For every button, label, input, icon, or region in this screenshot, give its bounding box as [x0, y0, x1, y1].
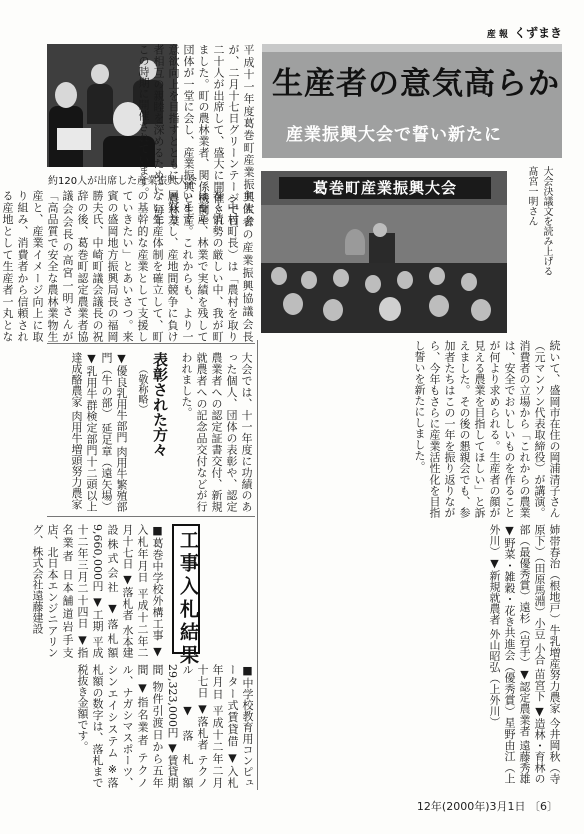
- awards-col-1: 大会では、十一年度に功績のあった個人、団体の表彰や、認定農業者への認定証書交付、新規就農者への記念品交付などが行われました。: [180, 352, 253, 512]
- stage-photo-caption: 大会決議文を読み上げる髙宮一明さん: [526, 166, 552, 276]
- stage-photo: [261, 171, 507, 333]
- masthead: [487, 24, 562, 41]
- divider: [47, 343, 255, 344]
- page-footer: [417, 798, 558, 814]
- awards-note: （敬称略）: [136, 364, 147, 414]
- headline-subtitle: 産業振興大会で誓い新たに: [286, 125, 502, 145]
- bids-title: 工事入札結果: [177, 530, 199, 668]
- footer-page-number: 〔6〕: [529, 800, 558, 813]
- article-col-2: 主催者の産業振興協議会長（中村町長）は「農村を取り巻く情勢の厳しい中、我が町は畜産、林業で実績を残しています。これからも、より一層努力し、産地間競争に負けない生産体制を確立して、町の基幹的な産業として支援していきたい」とあいさつ。来賓の盛岡地方振興局長の福岡勝夫氏、中崎町議会議長の祝辞の後、葛巻町認定農業者協議会会長の高宮一明さんが「高品質で安全な農林業物生産と、産業イメージ向上に取り組み、消費者から信頼される産地として生産者一丸とな: [1, 190, 254, 342]
- stage-banner-text: 葛巻町産業振興大会: [279, 177, 491, 199]
- footer-date: 12年(2000年)3月1日: [416, 800, 526, 813]
- article-col-3: 続いて、盛岡市在住の岡浦清子さん（元マンソン代表取締役）が講演。消費者の立場から「これからの農業は、安全でおいしいものを作ることが何より求められる。生産者の顔が見える農業を目指してほしい」と訴えました。その後の懇親会でも、参加者たちはこの一年を振り返りながら、今年もさらに産業活性化を目指し誓いを新たにしました。: [413, 340, 561, 518]
- article-col-1: 平成十一年度葛巻町産業振興大会が、二月十七日グリーンテージで百二十人が出席して、盛大に開催されました。町の農林業者、関係機関や団体が一堂に会し、産業振興と生産意欲向上を目指すとともに、農林業者相互の親睦を深めるために、毎年この時期に開催されています。: [137, 44, 255, 226]
- divider: [47, 516, 255, 517]
- awards-col-2: ▼優良乳用牛部門 肉用牛繁殖部門（牛の部） 延足章（遠矢場）▼乳用牛群検定部門十二頭以上達成酪農家 肉用牛増頭努力農家: [70, 352, 128, 512]
- bids-col-1: ■葛巻中学校外構工事 ▼入札年月日 平成十二年二月十七日 ▼落札者 水本建設株式会社 ▼落札額 9,660,000円 ▼工期 平成十二年三月二十四日 ▼指名業者 日本舗道岩手支店、北日本エンジニアリング、株式会社遠藤建設: [31, 524, 164, 658]
- headline-title: 生産者の意気高らか: [272, 66, 560, 102]
- meeting-photo-caption: 約120人が出席した産業振興大会: [48, 176, 198, 187]
- column-divider: [257, 340, 258, 790]
- awards-heading: 表彰された方々: [151, 352, 169, 457]
- headline-banner-stripe: [262, 44, 562, 52]
- bids-col-2: ■中学校教育用コンピューター式賃貸借 ▼入札年月日 平成十二年二月十七日 ▼落札者 テクノル ▼落札額 29,323,000円 ▼賃貸期間 物件引渡日から五年間 ▼指名業者 テクノル、ナガシマスポーツ、シンエイシステム ※落札額の数字は、落札まで税抜き金額です。: [76, 664, 254, 788]
- awards-col-3: 姉帯春治（根地戸）牛乳増産努力農家 今井岡秋（寺原下）（田原馬淵）小豆 小合 苗宮下 ▼造林・育林の部（最優秀賞）遠杉（岩手）▼認定農業者 遠藤秀雄 ▼野菜・雑穀・花き共進会（優秀賞）星野由江（上外川）▼新規就農者 外山昭弘（上外川）: [488, 524, 561, 784]
- masthead-logo: くずまき: [513, 26, 562, 40]
- masthead-label: 産 報: [486, 30, 508, 40]
